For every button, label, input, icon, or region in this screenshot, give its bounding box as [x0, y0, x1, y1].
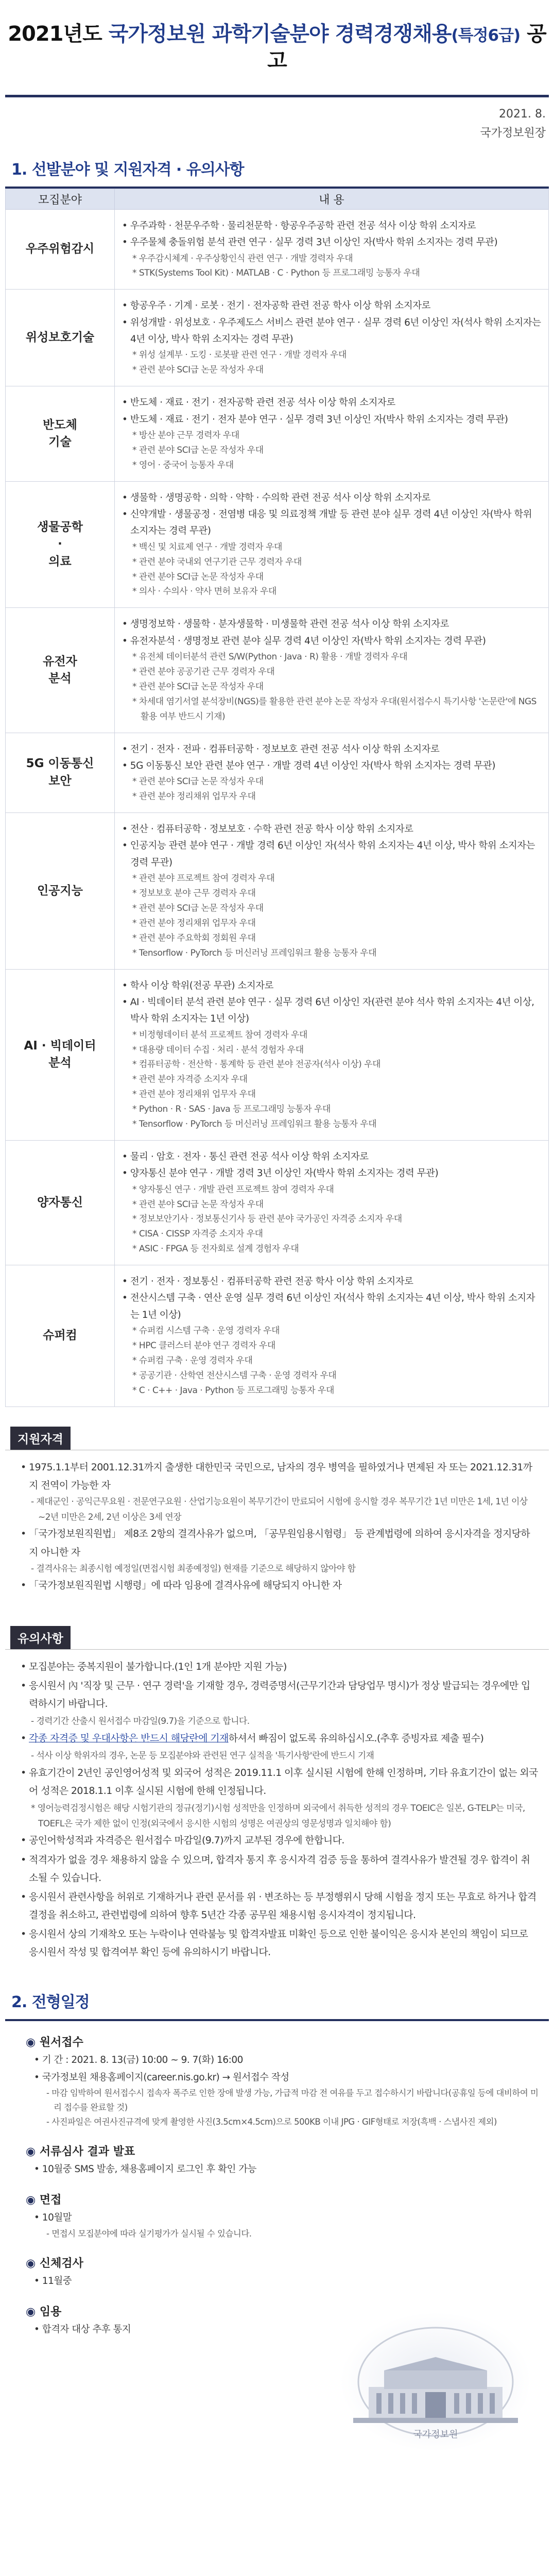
preference-item: * 관련 분야 SCI급 논문 작성자 우대 — [122, 680, 541, 694]
preference-item: * Tensorflow · PyTorch 등 머신러닝 프레임워크 활용 능통자 우대 — [122, 1117, 541, 1132]
notice-item — [21, 1925, 539, 1961]
field-content — [115, 209, 549, 290]
preference-item: * Tensorflow · PyTorch 등 머신러닝 프레임워크 활용 능통자 우대 — [122, 946, 541, 961]
schedule-step-label: ◉ 서류심사 결과 발표 — [26, 2143, 539, 2159]
field-name: 생물공학 · 의료 — [6, 481, 115, 608]
table-row — [6, 290, 549, 386]
field-name: 위성보호기술 — [6, 290, 115, 386]
schedule-subdetail: - 사진파일은 여권사진규격에 맞게 촬영한 사진(3.5cm×4.5cm)으로 500KB 이내 JPG · GIF형태로 저장(흑백 · 스냅사진 제외) — [26, 2115, 539, 2129]
requirement-item: • 5G 이동통신 보안 관련 분야 연구 · 개발 경력 4년 이상인 자(박사 학위 소지자는 경력 무관) — [122, 758, 541, 774]
notice-item — [21, 1888, 539, 1924]
schedule-step-label: ◉ 면접 — [26, 2191, 539, 2207]
notice-item — [21, 1764, 539, 1800]
column-header-content: 내 용 — [115, 189, 549, 209]
field-name: 반도체 기술 — [6, 386, 115, 481]
emblem-caption: 국가정보원 — [413, 2429, 458, 2441]
schedule-step-label: ◉ 원서접수 — [26, 2033, 539, 2049]
schedule-detail: • 10월중 SMS 발송, 채용홈페이지 로그인 후 확인 가능 — [26, 2161, 539, 2178]
notice-subitem: - 석사 이상 학위자의 경우, 논문 등 모집분야와 관련된 연구 실적을 '특기사항'란에 반드시 기재 — [21, 1749, 539, 1764]
preference-item: * 영어 · 중국어 능통자 우대 — [122, 458, 541, 473]
preference-item: * 관련 분야 자격증 소지자 우대 — [122, 1072, 541, 1087]
preference-item: * 양자통신 연구 · 개발 관련 프로젝트 참여 경력자 우대 — [122, 1182, 541, 1197]
requirement-item: • 인공지능 관련 분야 연구 · 개발 경력 6년 이상인 자(석사 학위 소지자는 4년 이상, 박사 학위 소지자는 경력 무관) — [122, 838, 541, 871]
table-row — [6, 1265, 549, 1407]
field-content — [115, 1265, 549, 1407]
preference-item: * 관련 분야 공공기관 근무 경력자 우대 — [122, 665, 541, 680]
field-requirements-table — [5, 189, 549, 1407]
schedule-detail: • 11월중 — [26, 2273, 539, 2290]
preference-item: * C · C++ · Java · Python 등 프로그래밍 능통자 우대 — [122, 1383, 541, 1398]
preference-item: * 의사 · 수의사 · 약사 면허 보유자 우대 — [122, 584, 541, 599]
notice-text: 하셔서 빠짐이 없도록 유의하십시오.(추후 증빙자료 제출 필수) — [228, 1732, 484, 1744]
qualification-subitem: - 결격사유는 최종시험 예정일(면접시험 최종예정일) 현재를 기준으로 해당하지 않아야 함 — [21, 1562, 539, 1577]
qualification-item: • 「국가정보원직원법 시행령」에 따라 임용에 결격사유에 해당되지 아니한 자 — [21, 1577, 539, 1595]
qualification-item: • 1975.1.1부터 2001.12.31까지 출생한 대한민국 국민으로, 남자의 경우 병역을 필하였거나 면제된 자 또는 2021.12.31까지 전역이 가능한 자 — [21, 1459, 539, 1495]
field-name: 우주위험감시 — [6, 209, 115, 290]
preference-item: * 관련 분야 프로젝트 참여 경력자 우대 — [122, 871, 541, 886]
issuer: 국가정보원장 — [480, 127, 546, 140]
field-name: 슈퍼컴 — [6, 1265, 115, 1407]
field-content — [115, 481, 549, 608]
requirement-item: • 우주물체 충돌위험 분석 관련 연구 · 실무 경력 3년 이상인 자(박사 학위 소지자는 경력 무관) — [122, 234, 541, 251]
requirement-item: • 전기 · 전자 · 정보통신 · 컴퓨터공학 관련 전공 학사 이상 학위 소지자로 — [122, 1274, 541, 1290]
schedule-detail: • 합격자 대상 추후 통지 — [26, 2321, 539, 2338]
table-row — [6, 481, 549, 608]
preference-item: * 관련 분야 SCI급 논문 작성자 우대 — [122, 443, 541, 458]
requirement-item: • 신약개발 · 생물공정 · 전염병 대응 및 의료정책 개발 등 관련 분야 실무 경력 4년 이상인 자(박사 학위 소지자는 경력 무관) — [122, 506, 541, 540]
notice-box — [5, 1649, 549, 1974]
preference-item: * 관련 분야 정리채위 업무자 우대 — [122, 916, 541, 931]
notice-subitem: - 경력기간 산출시 원서접수 마감일(9.7)을 기준으로 합니다. — [21, 1714, 539, 1730]
schedule-subdetail: - 마감 임박하여 원서접수시 접속자 폭주로 인한 장애 발생 가능, 가급적 마감 전 여유를 두고 접수하시기 바랍니다(공휴일 등에 대비하여 미리 접수를 완료할 것) — [26, 2086, 539, 2115]
requirement-item: • 항공우주 · 기계 · 로봇 · 전기 · 전자공학 관련 전공 학사 이상 학위 소지자로 — [122, 298, 541, 314]
field-name: 유전자 분석 — [6, 608, 115, 733]
requirement-item: • 생명정보학 · 생물학 · 분자생물학 · 미생물학 관련 전공 석사 이상 학위 소지자로 — [122, 616, 541, 633]
table-row — [6, 733, 549, 813]
notice-footnote: * 영어능력검정시험은 해당 시험기관의 정규(정기)시험 성적만을 인정하며 외국에서 취득한 성적의 경우 TOEIC은 일본, G-TELP는 미국, TOEFL은 국가 제한 없이 인정(외국에서 응시한 시험의 성명은 여권상의 영문성명과 일치해야 함) — [21, 1801, 539, 1832]
preference-item: * 슈퍼컴 구축 · 운영 경력자 우대 — [122, 1353, 541, 1368]
title-main: 국가정보원 과학기술분야 경력경쟁채용 — [108, 22, 452, 46]
preference-item: * 관련 분야 SCI급 논문 작성자 우대 — [122, 363, 541, 378]
requirement-item: • 전산 · 컴퓨터공학 · 정보보호 · 수학 관련 전공 학사 이상 학위 소지자로 — [122, 821, 541, 838]
notice-text: 응시원서 관련사항을 허위로 기재하거나 관련 문서를 위 · 변조하는 등 부정행위시 당해 시험을 정지 또는 무효로 하거나 합격결정을 취소하고, 관련법령에 의하여 향후 5년간 각종 공무원 채용시험 응시자격이 정지됩니다. — [29, 1891, 536, 1921]
notice-item — [21, 1730, 539, 1748]
title-suffix: 공고 — [267, 22, 546, 73]
qualification-item: • 「국가정보원직원법」 제8조 2항의 결격사유가 없으며, 「공무원임용시험령」 등 관계법령에 의하여 응시자격을 정지당하지 아니한 자 — [21, 1525, 539, 1561]
notice-text: 공인어학성적과 자격증은 원서접수 마감일(9.7)까지 교부된 경우에 한합니다. — [29, 1835, 344, 1846]
preference-item: * 관련 분야 주요학회 정회원 우대 — [122, 931, 541, 946]
notice-item — [21, 1658, 539, 1676]
preference-item: * 비정형데이터 분석 프로젝트 참여 경력자 우대 — [122, 1028, 541, 1043]
requirement-item: • 반도체 · 재료 · 전기 · 전자 분야 연구 · 실무 경력 3년 이상인 자(박사 학위 소지자는 경력 무관) — [122, 412, 541, 428]
notice-item — [21, 1851, 539, 1887]
notice-highlight: 각종 자격증 및 우대사항은 반드시 해당란에 기재 — [29, 1732, 229, 1744]
preference-item: * 대용량 데이터 수집 · 처리 · 분석 경험자 우대 — [122, 1043, 541, 1058]
header — [5, 0, 549, 79]
requirement-item: • 학사 이상 학위(전공 무관) 소지자로 — [122, 978, 541, 994]
preference-item: * 백신 및 치료제 연구 · 개발 경력자 우대 — [122, 540, 541, 555]
field-content — [115, 1140, 549, 1265]
table-row — [6, 386, 549, 481]
table-row — [6, 813, 549, 969]
schedule-step-label: ◉ 임용 — [26, 2303, 539, 2319]
requirement-item: • 유전자분석 · 생명정보 관련 분야 실무 경력 4년 이상인 자(박사 학위 소지자는 경력 무관) — [122, 633, 541, 650]
table-row — [6, 969, 549, 1140]
schedule-step — [26, 2033, 539, 2129]
requirement-item: • 반도체 · 재료 · 전기 · 전자공학 관련 전공 석사 이상 학위 소지자로 — [122, 395, 541, 411]
notice-badge: 유의사항 — [10, 1626, 71, 1649]
schedule-list — [26, 2033, 539, 2338]
preference-item: * 정보보호 분야 근무 경력자 우대 — [122, 886, 541, 901]
table-row — [6, 608, 549, 733]
requirement-item: • 물리 · 암호 · 전자 · 통신 관련 전공 석사 이상 학위 소지자로 — [122, 1149, 541, 1165]
preference-item: * 공공기관 · 산학연 전산시스템 구축 · 운영 경력자 우대 — [122, 1368, 541, 1383]
requirement-item: • 우주과학 · 천문우주학 · 물리천문학 · 항공우주공학 관련 전공 석사 이상 학위 소지자로 — [122, 218, 541, 234]
schedule-detail: • 국가정보원 채용홈페이지(career.nis.go.kr) → 원서접수 작성 — [26, 2069, 539, 2086]
field-content — [115, 386, 549, 481]
qualification-box — [5, 1450, 549, 1606]
requirement-item: • 양자통신 분야 연구 · 개발 경력 3년 이상인 자(박사 학위 소지자는 경력 무관) — [122, 1165, 541, 1182]
qualification-subitem: - 제대군인 · 공익근무요원 · 전문연구요원 · 산업기능요원이 복무기간이 만료되어 시험에 응시할 경우 복무기간 1년 미만은 1세, 1년 이상~2년 미만은 2세, 2년 이상은 3세 연장 — [21, 1495, 539, 1526]
requirement-item: • 생물학 · 생명공학 · 의학 · 약학 · 수의학 관련 전공 석사 이상 학위 소지자로 — [122, 490, 541, 506]
requirement-item: • AI · 빅데이터 분석 관련 분야 연구 · 실무 경력 6년 이상인 자(관련 분야 석사 학위 소지자는 4년 이상, 박사 학위 소지자는 1년 이상) — [122, 994, 541, 1028]
schedule-detail: • 10월말 — [26, 2209, 539, 2226]
page-title — [5, 21, 549, 74]
issue-meta — [5, 97, 549, 143]
schedule-step — [26, 2255, 539, 2290]
schedule — [5, 2021, 549, 2576]
notice-text: 응시원서 상의 기재착오 또는 누락이나 연락불능 및 합격자발표 미확인 등으로 인한 불이익은 응시자 본인의 책임이 되므로 응시원서 작성 및 합격여부 확인 등에 유의하시기 바랍니다. — [29, 1928, 528, 1958]
notice-text: 유효기간이 2년인 공인영어성적 및 외국어 성적은 2019.11.1 이후 실시된 시험에 한해 인정하며, 기타 유효기간이 없는 외국어 성적은 2018.1.1 이후 실시된 시험에 한해 인정됩니다. — [29, 1767, 538, 1797]
issue-date: 2021. 8. — [499, 108, 546, 121]
schedule-detail: • 기 간 : 2021. 8. 13(금) 10:00 ~ 9. 7(화) 16:00 — [26, 2052, 539, 2069]
preference-item: * 관련 분야 SCI급 논문 작성자 우대 — [122, 774, 541, 789]
preference-item: * 방산 분야 근무 경력자 우대 — [122, 428, 541, 443]
table-row — [6, 1140, 549, 1265]
field-content — [115, 969, 549, 1140]
preference-item: * 유전체 데이터분석 관련 S/W(Python · Java · R) 활용 · 개발 경력자 우대 — [122, 650, 541, 665]
field-content — [115, 608, 549, 733]
preference-item: * HPC 클러스터 분야 연구 경력자 우대 — [122, 1338, 541, 1353]
requirement-item: • 전산시스템 구축 · 연산 운영 실무 경력 6년 이상인 자(석사 학위 소지자는 4년 이상, 박사 학위 소지자는 1년 이상) — [122, 1290, 541, 1324]
notice-text: 모집분야는 중복지원이 불가합니다.(1인 1개 분야만 지원 가능) — [29, 1660, 287, 1672]
field-name: 인공지능 — [6, 813, 115, 969]
schedule-step-label: ◉ 신체검사 — [26, 2255, 539, 2270]
schedule-step — [26, 2143, 539, 2178]
preference-item: * 위성 설계부 · 도킹 · 로봇팔 관련 연구 · 개발 경력자 우대 — [122, 348, 541, 363]
section-title: 1. 선발분야 및 지원자격 · 유의사항 — [11, 160, 244, 179]
field-name: AI · 빅데이터 분석 — [6, 969, 115, 1140]
section-title: 2. 전형일정 — [11, 1993, 90, 2012]
title-year: 2021년도 — [8, 22, 109, 46]
preference-item: * STK(Systems Tool Kit) · MATLAB · C · Python 등 프로그래밍 능통자 우대 — [122, 266, 541, 281]
preference-item: * CISA · CISSP 자격증 소지자 우대 — [122, 1227, 541, 1242]
preference-item: * 우주감시체계 · 우주상황인식 관련 연구 · 개발 경력자 우대 — [122, 251, 541, 266]
requirement-item: • 전기 · 전자 · 전파 · 컴퓨터공학 · 정보보호 관련 전공 석사 이상 학위 소지자로 — [122, 741, 541, 758]
notice-text: 응시원서 內 '직장 및 근무 · 연구 경력'을 기재할 경우, 경력증명서(근무기간과 담당업무 명시)가 정상 발급되는 경우에만 입력하시기 바랍니다. — [29, 1680, 530, 1709]
field-name: 5G 이동통신 보안 — [6, 733, 115, 813]
preference-item: * 슈퍼컴 시스템 구축 · 운영 경력자 우대 — [122, 1324, 541, 1338]
table-header-row — [6, 189, 549, 209]
qualification-badge: 지원자격 — [10, 1427, 71, 1450]
preference-item: * 관련 분야 정리채위 업무자 우대 — [122, 789, 541, 804]
preference-item: * ASIC · FPGA 등 전자회로 설계 경험자 우대 — [122, 1242, 541, 1257]
preference-item: * 관련 분야 SCI급 논문 작성자 우대 — [122, 901, 541, 916]
field-content — [115, 733, 549, 813]
preference-item: * Python · R · SAS · Java 등 프로그래밍 능통자 우대 — [122, 1102, 541, 1117]
field-content — [115, 813, 549, 969]
preference-item: * 차세대 염기서열 분석장비(NGS)를 활용한 관련 분야 논문 작성자 우대(원서접수시 특기사항 '논문란'에 NGS 활용 여부 반드시 기재) — [122, 694, 541, 724]
preference-item: * 컴퓨터공학 · 전산학 · 통계학 등 관련 분야 전공자(석사 이상) 우대 — [122, 1057, 541, 1072]
schedule-step — [26, 2191, 539, 2241]
notice-item — [21, 1677, 539, 1713]
schedule-subdetail: - 면접시 모집분야에 따라 실기평가가 실시될 수 있습니다. — [26, 2227, 539, 2241]
preference-item: * 관련 분야 SCI급 논문 작성자 우대 — [122, 570, 541, 585]
table-body — [6, 209, 549, 1406]
field-name: 양자통신 — [6, 1140, 115, 1265]
preference-item: * 정보보안기사 · 정보통신기사 등 관련 분야 국가공인 자격증 소지자 우대 — [122, 1212, 541, 1227]
preference-item: * 관련 분야 SCI급 논문 작성자 우대 — [122, 1197, 541, 1212]
field-content — [115, 290, 549, 386]
preference-item: * 관련 분야 국내외 연구기관 근무 경력자 우대 — [122, 555, 541, 570]
requirement-item: • 위성개발 · 위성보호 · 우주제도스 서비스 관련 분야 연구 · 실무 경력 6년 이상인 자(석사 학위 소지자는 4년 이상, 박사 학위 소지자는 경력 무관) — [122, 315, 541, 348]
notice-item — [21, 1832, 539, 1850]
column-header-field: 모집분야 — [6, 189, 115, 209]
notice-text: 적격자가 없을 경우 채용하지 않을 수 있으며, 합격자 통지 후 응시자격 검증 등을 통하여 결격사유가 발견될 경우 합격이 취소될 수 있습니다. — [29, 1854, 530, 1884]
preference-item: * 관련 분야 정리채위 업무자 우대 — [122, 1087, 541, 1102]
table-row — [6, 209, 549, 290]
title-grade: (특정6급) — [451, 26, 521, 45]
schedule-step — [26, 2303, 539, 2338]
